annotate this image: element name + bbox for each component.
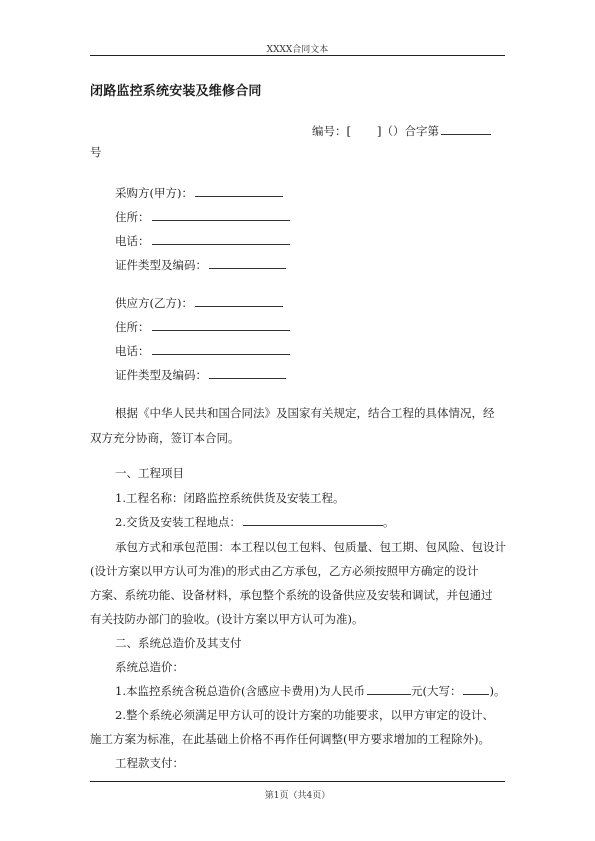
total-price-end: )。	[489, 684, 506, 698]
buyer-party-label: 采购方(甲方)：	[115, 186, 193, 200]
section-heading: 二、系统总造价及其支付	[115, 636, 242, 650]
contract-number-label: 编号：[	[312, 124, 351, 138]
section-heading: 一、工程项目	[115, 466, 184, 480]
buyer-phone-line	[115, 233, 290, 248]
scope-line: (设计方案以甲方认可为准)的形式由乙方承包，乙方必须按照甲方确定的设计	[90, 564, 479, 578]
buyer-address-line	[115, 209, 290, 224]
total-price-capital-label: 元(大写：	[410, 684, 462, 698]
supplier-address-line	[115, 319, 290, 334]
buyer-address-field	[152, 209, 290, 221]
delivery-location-field	[243, 514, 383, 526]
supplier-phone-label: 电话：	[115, 344, 150, 358]
total-price-text: 1.本监控系统含税总造价(含感应卡费用)为人民币	[115, 684, 365, 698]
project-name-item: 1.工程名称：闭路监控系统供货及安装工程。	[115, 491, 345, 505]
total-price-item	[115, 683, 506, 699]
buyer-id-line	[115, 257, 286, 272]
document-title: 闭路监控系统安装及维修合同	[90, 84, 262, 99]
scope-line: 有关技防办部门的验收。(设计方案以甲方认可为准)。	[90, 612, 364, 626]
buyer-id-field	[209, 257, 286, 269]
payment-heading: 工程款支付：	[115, 756, 184, 770]
preamble-line: 根据《中华人民共和国合同法》及国家有关规定，结合工程的具体情况，经	[115, 406, 495, 420]
delivery-location-item	[115, 514, 506, 530]
supplier-phone-line	[115, 343, 290, 358]
supplier-party-field	[195, 295, 283, 307]
buyer-address-label: 住所：	[115, 210, 150, 224]
price-terms-line: 施工方案为标准，在此基础上价格不再作任何调整(甲方要求增加的工程除外)。	[90, 732, 490, 746]
supplier-id-line	[115, 367, 286, 382]
preamble-line: 双方充分协商，签订本合同。	[90, 431, 240, 445]
buyer-id-label: 证件类型及编码：	[115, 258, 207, 272]
page-header: XXXX合同文本	[266, 45, 329, 55]
scope-line: 承包方式和承包范围：本工程以包工包料、包质量、包工期、包风险、包设计	[115, 540, 506, 554]
scope-line: 方案、系统功能、设备材料，承包整个系统的设备供应及安装和调试，并包通过	[90, 588, 493, 602]
price-terms-line: 2.整个系统必须满足甲方认可的设计方案的功能要求，以甲方审定的设计、	[115, 708, 494, 722]
contract-number-mid: ]（）合字第	[377, 124, 439, 138]
contract-number	[312, 123, 491, 138]
contract-number-underline	[441, 123, 491, 135]
contract-number-suffix: 号	[90, 145, 102, 159]
buyer-phone-field	[152, 233, 290, 245]
buyer-party-line	[115, 185, 283, 200]
supplier-id-field	[209, 367, 286, 379]
delivery-location-label: 2.交货及安装工程地点：	[115, 515, 241, 529]
buyer-party-field	[195, 185, 283, 197]
supplier-address-label: 住所：	[115, 320, 150, 334]
supplier-party-label: 供应方(乙方)：	[115, 296, 193, 310]
page-footer: 第1页（共4页）	[264, 791, 331, 801]
total-price-heading: 系统总造价：	[115, 660, 184, 674]
supplier-phone-field	[152, 343, 290, 355]
supplier-id-label: 证件类型及编码：	[115, 368, 207, 382]
delivery-location-end: 。	[382, 515, 395, 529]
total-price-capital-field	[463, 683, 489, 695]
supplier-address-field	[152, 319, 290, 331]
total-price-amount-field	[367, 683, 411, 695]
footer-rule	[90, 781, 505, 782]
supplier-party-line	[115, 295, 283, 310]
header-rule	[90, 55, 505, 56]
buyer-phone-label: 电话：	[115, 234, 150, 248]
